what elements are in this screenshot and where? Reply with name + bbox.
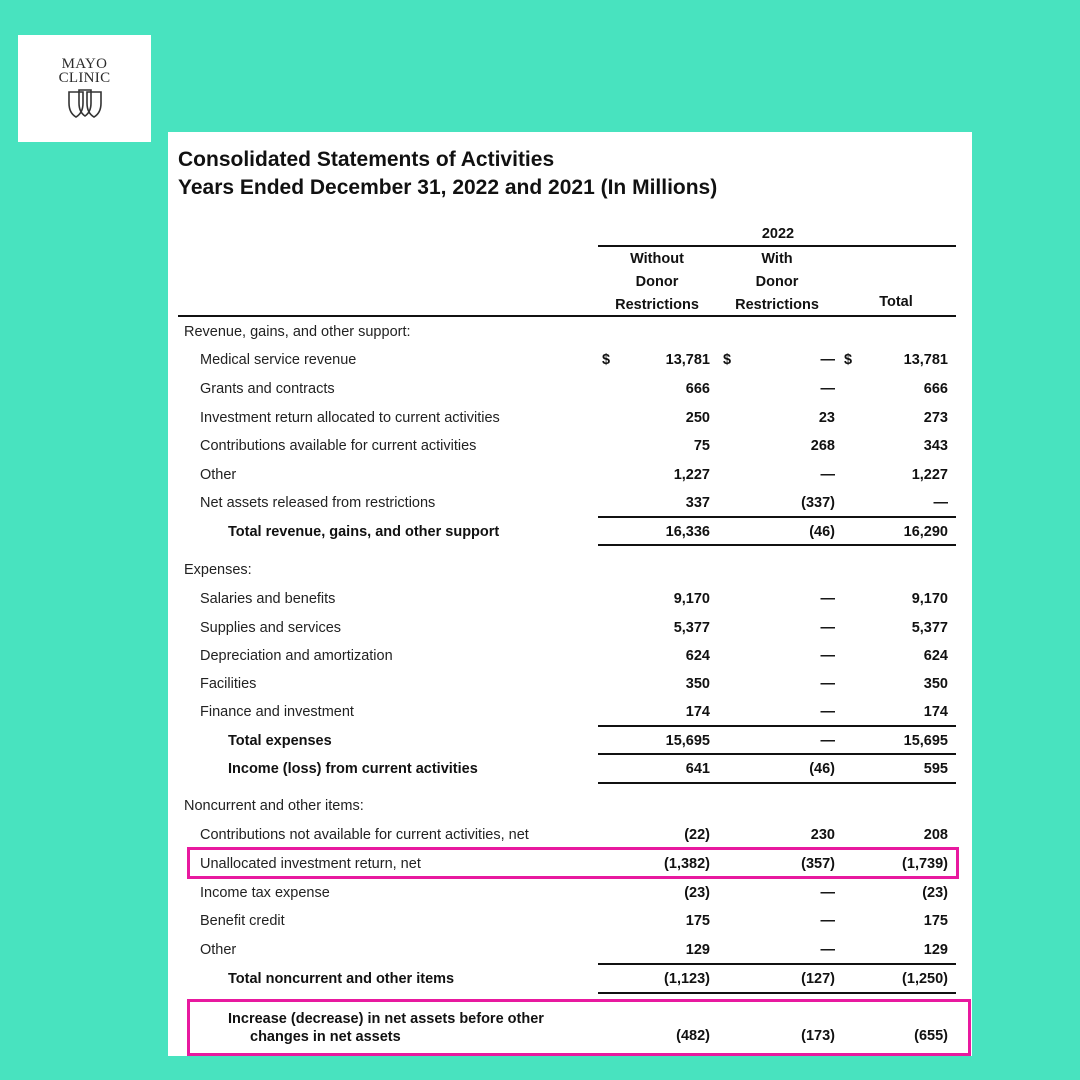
cell-total: 624 xyxy=(923,648,948,664)
mayo-clinic-logo xyxy=(18,35,151,142)
total-rule xyxy=(598,992,956,994)
cell-total: 15,695 xyxy=(903,733,948,749)
cell-total: (1,739) xyxy=(902,856,948,872)
cell-without-donor: (1,123) xyxy=(664,971,710,987)
row-label: Income (loss) from current activities xyxy=(228,761,478,777)
cell-with-donor: (127) xyxy=(801,971,835,987)
row-label: Unallocated investment return, net xyxy=(200,856,421,872)
row-label: Medical service revenue xyxy=(200,352,357,368)
row-label-line-2: changes in net assets xyxy=(250,1029,401,1045)
subtotal-rule xyxy=(598,516,956,518)
row-label: Finance and investment xyxy=(200,704,354,720)
subtotal-rule xyxy=(598,725,956,727)
cell-with-donor: — xyxy=(820,381,835,397)
cell-without-donor: 175 xyxy=(685,913,710,929)
cell-without-donor: 250 xyxy=(685,410,710,426)
subtotal-rule xyxy=(598,963,956,965)
year-header-rule xyxy=(598,245,956,247)
cell-with-donor: 268 xyxy=(810,438,835,454)
cell-without-donor: 641 xyxy=(685,761,710,777)
statement-title xyxy=(178,146,717,202)
cell-without-donor: 16,336 xyxy=(665,524,710,540)
row-label: Contributions not available for current activities, net xyxy=(200,827,529,843)
table-row xyxy=(168,587,972,611)
title-line-1: Consolidated Statements of Activities xyxy=(178,148,555,171)
logo-line-1: MAYO xyxy=(61,56,108,72)
cell-with-donor: — xyxy=(820,913,835,929)
row-label: Other xyxy=(200,942,237,958)
col2-line-3: Restrictions xyxy=(735,297,819,313)
row-label: Facilities xyxy=(200,676,257,692)
cell-without-donor: 5,377 xyxy=(673,620,710,636)
cell-total: (655) xyxy=(914,1028,948,1044)
table-row xyxy=(168,823,972,847)
header-bottom-rule xyxy=(178,315,956,317)
cell-total: 175 xyxy=(923,913,948,929)
cell-with-donor: — xyxy=(820,648,835,664)
row-label: Net assets released from restrictions xyxy=(200,495,436,511)
cell-without-donor: 337 xyxy=(685,495,710,511)
cell-total: 13,781 xyxy=(903,352,948,368)
cell-with-donor: — xyxy=(820,467,835,483)
section-header-noncurrent xyxy=(168,794,972,818)
cell-with-donor: — xyxy=(820,733,835,749)
cell-total: 174 xyxy=(923,704,948,720)
cell-total: 129 xyxy=(923,942,948,958)
row-label: Income tax expense xyxy=(200,885,330,901)
cell-without-donor: 15,695 xyxy=(665,733,710,749)
row-label: Contributions available for current activities xyxy=(200,438,477,454)
cell-with-donor: — xyxy=(820,942,835,958)
table-row xyxy=(168,938,972,962)
table-row xyxy=(168,377,972,401)
table-row xyxy=(168,406,972,430)
total-rule xyxy=(598,782,956,784)
table-row-total xyxy=(168,757,972,781)
table-row xyxy=(168,672,972,696)
dollar-sign: $ xyxy=(844,352,853,368)
cell-total: 350 xyxy=(923,676,948,692)
col1-line-1: Without xyxy=(630,251,684,267)
column-header-total: Total xyxy=(879,294,913,310)
table-row xyxy=(168,491,972,515)
table-row-total xyxy=(168,729,972,753)
cell-without-donor: 13,781 xyxy=(665,352,710,368)
cell-total: 595 xyxy=(923,761,948,777)
section-header-expenses xyxy=(168,558,972,582)
cell-without-donor: (22) xyxy=(684,827,710,843)
table-row xyxy=(168,434,972,458)
cell-total: 9,170 xyxy=(911,591,948,607)
year-header: 2022 xyxy=(761,226,795,242)
cell-with-donor: (357) xyxy=(801,856,835,872)
logo-wordmark xyxy=(18,57,151,85)
highlight-box-unallocated-return xyxy=(187,847,959,879)
col1-line-3: Restrictions xyxy=(615,297,699,313)
section-header-revenue xyxy=(168,320,972,344)
cell-total: (23) xyxy=(922,885,948,901)
cell-with-donor: 23 xyxy=(818,410,835,426)
cell-total: 5,377 xyxy=(911,620,948,636)
cell-without-donor: 129 xyxy=(685,942,710,958)
cell-without-donor: 624 xyxy=(685,648,710,664)
table-row-total xyxy=(168,967,972,991)
cell-total: 16,290 xyxy=(903,524,948,540)
cell-without-donor: 75 xyxy=(693,438,710,454)
cell-without-donor: (23) xyxy=(684,885,710,901)
dollar-sign: $ xyxy=(602,352,611,368)
cell-total: 208 xyxy=(923,827,948,843)
col2-line-2: Donor xyxy=(755,274,799,290)
cell-with-donor: (337) xyxy=(801,495,835,511)
table-row xyxy=(168,644,972,668)
row-label: Benefit credit xyxy=(200,913,285,929)
cell-with-donor: — xyxy=(820,620,835,636)
row-label: Total expenses xyxy=(228,733,332,749)
row-label: Total noncurrent and other items xyxy=(228,971,455,987)
mayo-shields-icon xyxy=(67,89,103,119)
logo-line-2: CLINIC xyxy=(58,70,111,86)
title-line-2: Years Ended December 31, 2022 and 2021 (In Millions) xyxy=(178,176,718,199)
cell-with-donor: — xyxy=(820,676,835,692)
cell-with-donor: (46) xyxy=(809,761,835,777)
row-label-line-1: Increase (decrease) in net assets before other xyxy=(228,1011,544,1027)
row-label: Other xyxy=(200,467,237,483)
cell-without-donor: 174 xyxy=(685,704,710,720)
cell-with-donor: — xyxy=(820,591,835,607)
row-label: Total revenue, gains, and other support xyxy=(228,524,500,540)
cell-with-donor: — xyxy=(820,704,835,720)
section-label: Expenses: xyxy=(184,562,252,578)
cell-without-donor: 9,170 xyxy=(673,591,710,607)
row-label: Depreciation and amortization xyxy=(200,648,393,664)
cell-without-donor: 666 xyxy=(685,381,710,397)
highlight-box-net-assets-change xyxy=(187,999,971,1056)
cell-total: 666 xyxy=(923,381,948,397)
row-label: Supplies and services xyxy=(200,620,342,636)
row-label: Salaries and benefits xyxy=(200,591,336,607)
section-label: Noncurrent and other items: xyxy=(184,798,364,814)
col1-line-2: Donor xyxy=(635,274,679,290)
dollar-sign: $ xyxy=(723,352,732,368)
col2-line-1: With xyxy=(761,251,793,267)
table-row xyxy=(168,881,972,905)
row-label: Grants and contracts xyxy=(200,381,335,397)
section-label: Revenue, gains, and other support: xyxy=(184,324,411,340)
financial-statement-document xyxy=(168,132,972,1056)
cell-with-donor: 230 xyxy=(810,827,835,843)
row-label: Investment return allocated to current activities xyxy=(200,410,500,426)
cell-with-donor: — xyxy=(820,352,835,368)
cell-without-donor: 350 xyxy=(685,676,710,692)
cell-without-donor: (482) xyxy=(676,1028,710,1044)
column-header-with-donor xyxy=(722,248,832,317)
total-rule xyxy=(598,544,956,546)
cell-total: 1,227 xyxy=(911,467,948,483)
table-row xyxy=(168,348,972,372)
table-row-total xyxy=(168,520,972,544)
cell-total: — xyxy=(933,495,948,511)
column-header-without-donor xyxy=(598,248,716,317)
subtotal-rule xyxy=(598,753,956,755)
cell-with-donor: (173) xyxy=(801,1028,835,1044)
cell-with-donor: (46) xyxy=(809,524,835,540)
cell-with-donor: — xyxy=(820,885,835,901)
cell-without-donor: 1,227 xyxy=(673,467,710,483)
cell-total: 343 xyxy=(923,438,948,454)
table-row xyxy=(168,463,972,487)
cell-total: (1,250) xyxy=(902,971,948,987)
table-row xyxy=(168,700,972,724)
cell-total: 273 xyxy=(923,410,948,426)
table-row xyxy=(168,909,972,933)
cell-without-donor: (1,382) xyxy=(664,856,710,872)
table-row xyxy=(168,616,972,640)
